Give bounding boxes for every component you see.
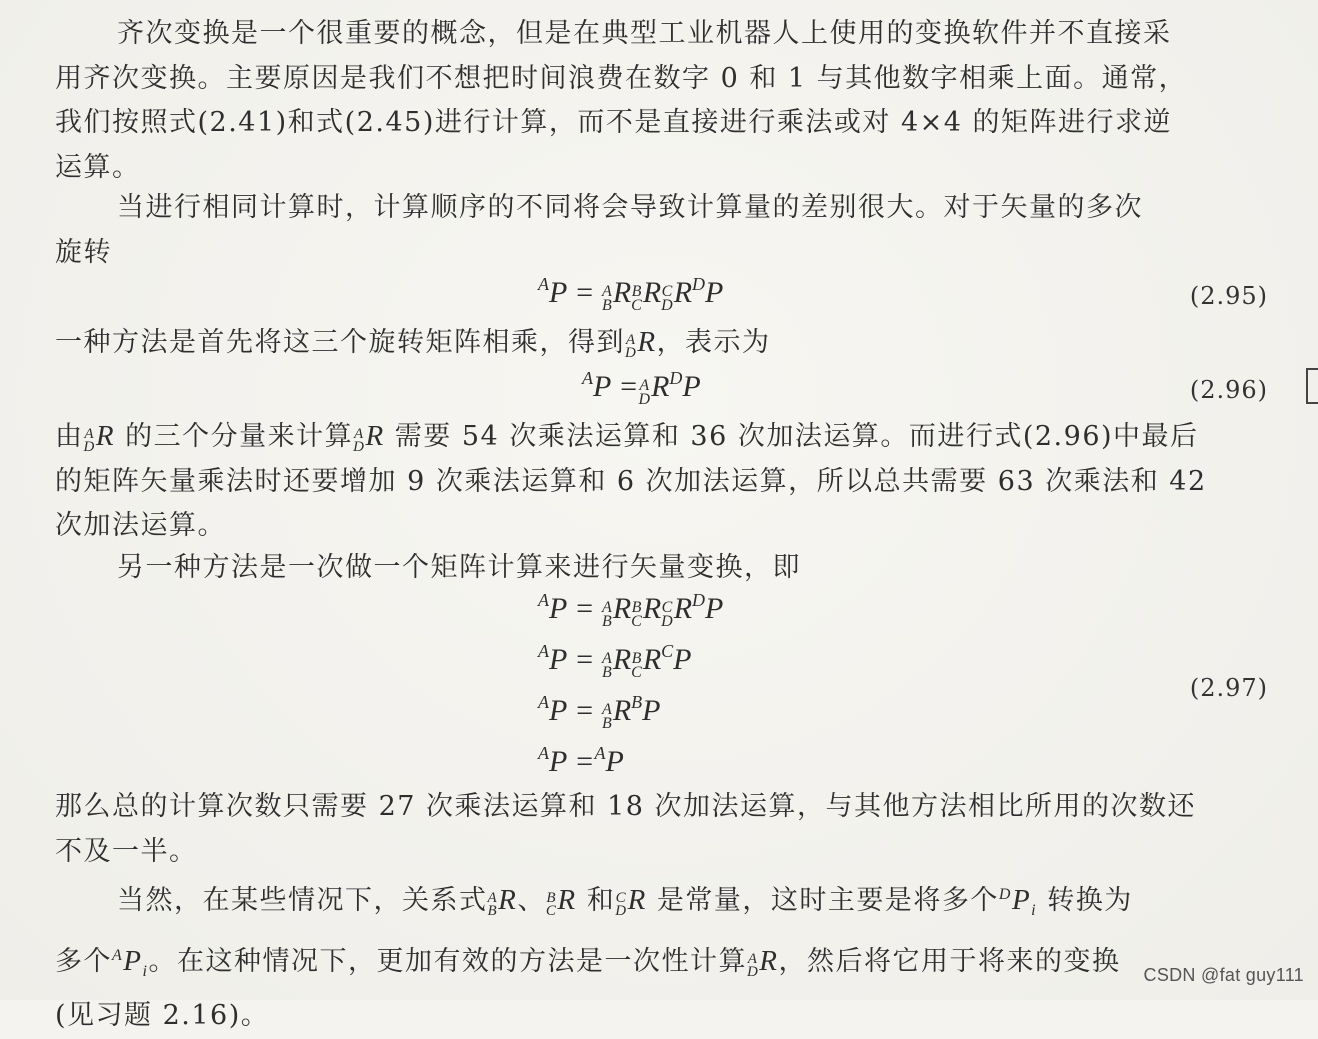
math-inline: C D R [615,884,647,919]
csdn-watermark: CSDN @fat guy111 [1143,965,1304,985]
math-inline: A D R [353,420,385,455]
text-line: 转换为 [1037,885,1133,916]
text-line: ，然后将它用于将来的变换 [778,945,1121,977]
equation-number: (2.97) [1189,674,1268,702]
paragraph-method-two [55,546,1270,591]
math-inline: B C R [545,884,577,919]
text-line: 齐次变换是一个很重要的概念，但是在典型工业机器人上使用的变换软件并不直接采 [117,18,1172,49]
math-inline: A B R [487,884,518,919]
text-line: 和 [576,885,616,916]
text-line: ，表示为 [656,327,771,358]
text-line: 次加法运算。 [55,510,226,541]
paragraph-total-count [55,785,1270,874]
text-line: 。在这种情况下，更加有效的方法是一次性计算 [148,945,747,977]
text-line: 我们按照式(2.41)和式(2.45)进行计算，而不是直接进行乘法或对 4×4 的矩阵进行求逆 [55,107,1173,138]
text-line: 由 [55,421,84,452]
paragraph-operation-count [55,414,1270,549]
math-inline: A D R [625,326,657,361]
equation-2-96: $^A$P = A D $R^DP$ [582,368,701,408]
paragraph-homogeneous-transform [55,12,1270,190]
text-line: (见习题 2.16)。 [55,1000,270,1031]
paragraph-method-one [55,320,1270,366]
text-line: 旋转 [55,236,112,268]
text-line: 不及一半。 [55,835,198,867]
text-line: 那么总的计算次数只需要 27 次乘法运算和 18 次加法运算，与其他方法相比所用的次数还 [55,791,1197,822]
equation-number: (2.95) [1189,282,1268,310]
text-line: 用齐次变换。主要原因是我们不想把时间浪费在数字 0 和 1 与其他数字相乘上面。通常， [55,62,1188,94]
text-line: 的三个分量来计算 [115,421,354,452]
text-line: 是常量，这时主要是将多个 [646,885,999,916]
equation-2-95: $^A$P = A B R B C R C D $R^DP$ [538,274,724,314]
equation-2-97-line-3: $^A$P = A B $R^BP$ [538,692,661,732]
paragraph-constant-case [55,873,1270,1039]
math-inline: $^DP_i$ [998,884,1038,919]
margin-bracket [1306,368,1318,404]
text-line: 多个 [55,945,112,977]
text-line: 另一种方法是一次做一个矩阵计算来进行矢量变换，即 [117,552,801,583]
text-line: 当进行相同计算时，计算顺序的不同将会导致计算量的差别很大。对于矢量的多次 [117,192,1143,223]
paragraph-computation-order [55,186,1270,275]
text-line: 当然，在某些情况下，关系式 [117,885,488,916]
text-line: 需要 54 次乘法运算和 36 次加法运算。而进行式(2.96)中最后 [384,421,1199,452]
math-inline: A D R [746,944,779,980]
text-line: 的矩阵矢量乘法时还要增加 9 次乘法运算和 6 次加法运算，所以总共需要 63 次乘法和 42 [55,465,1207,497]
text-line: 一种方法是首先将这三个旋转矩阵相乘，得到 [55,327,625,358]
equation-2-97-line-4: $^A$P =$^A$P [538,743,624,778]
equation-2-97-line-2: $^A$P = A B R B C $R^CP$ [538,641,692,681]
text-line: 、 [517,885,546,916]
text-line: 运算。 [55,151,141,183]
math-inline: $^AP_i$ [112,944,149,980]
equation-number: (2.96) [1189,376,1268,404]
equation-2-97-line-1: $^A$P = A B R B C R C D $R^DP$ [538,590,724,630]
math-inline: A D R [83,420,116,455]
